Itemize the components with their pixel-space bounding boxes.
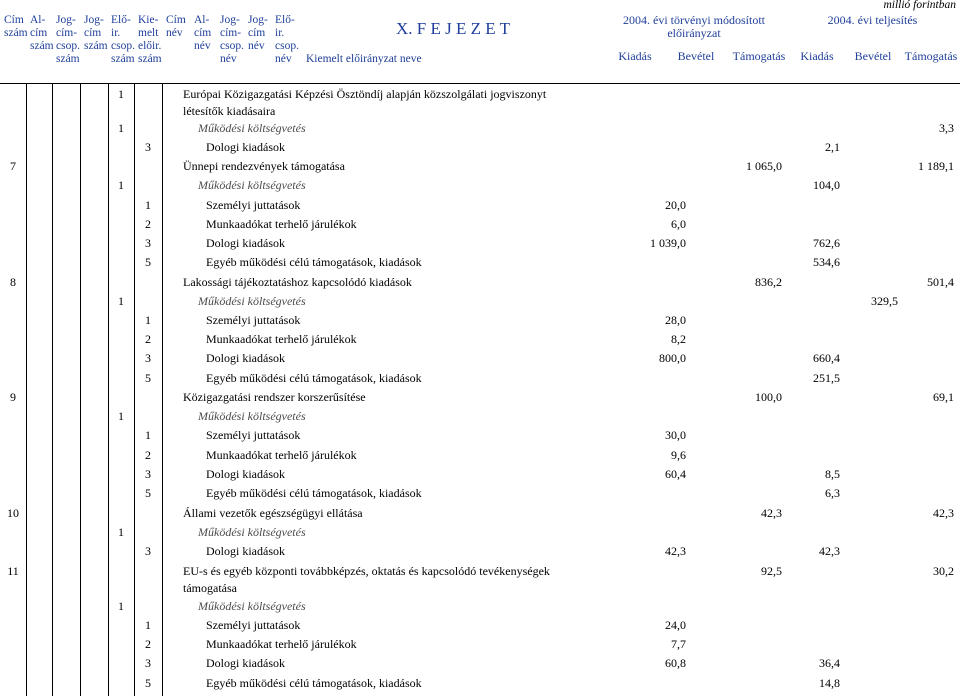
value-v4: 36,4 bbox=[819, 656, 840, 670]
value-v4: 8,5 bbox=[825, 467, 840, 481]
value-v1: 9,6 bbox=[671, 448, 686, 462]
eloir-csop-szam: 2 bbox=[145, 217, 151, 231]
value-v4: 660,4 bbox=[813, 351, 840, 365]
col-kiemelt-szam: Kie- melt előir. szám bbox=[138, 14, 162, 65]
col-jogcimcsop-szam: Jog- cím- csop. szám bbox=[56, 14, 80, 65]
col-jogcimcsop-nev: Jog- cím- csop. név bbox=[220, 14, 244, 65]
row-label: Személyi juttatások bbox=[206, 313, 301, 327]
row-label: Egyéb működési célú támogatások, kiadások bbox=[206, 676, 422, 690]
sub-tamogatas-1: Támogatás bbox=[732, 49, 786, 63]
value-v1: 800,0 bbox=[659, 351, 686, 365]
row-label: Munkaadókat terhelő járulékok bbox=[206, 637, 357, 651]
alcim-szam: 1 bbox=[118, 121, 124, 135]
value-v3: 100,0 bbox=[755, 390, 782, 404]
eloir-csop-szam: 1 bbox=[145, 313, 151, 327]
row-label: Működési költségvetés bbox=[198, 525, 306, 539]
eloir-csop-szam: 5 bbox=[145, 255, 151, 269]
value-v1: 6,0 bbox=[671, 217, 686, 231]
eloir-csop-szam: 5 bbox=[145, 676, 151, 690]
sub-bevetel-1: Bevétel bbox=[677, 49, 715, 63]
row-label: Működési költségvetés bbox=[198, 409, 306, 423]
row-label: Dologi kiadások bbox=[206, 544, 285, 558]
col-jogcim-nev: Jog- cím név bbox=[248, 14, 268, 52]
eloir-csop-szam: 3 bbox=[145, 656, 151, 670]
row-label: Működési költségvetés bbox=[198, 599, 306, 613]
value-v4: 534,6 bbox=[813, 255, 840, 269]
value-v3: 42,3 bbox=[761, 506, 782, 520]
value-v1: 28,0 bbox=[665, 313, 686, 327]
sub-tamogatas-2: Támogatás bbox=[904, 49, 958, 63]
alcim-szam: 1 bbox=[118, 525, 124, 539]
row-label: Munkaadókat terhelő járulékok bbox=[206, 332, 357, 346]
eloir-csop-szam: 1 bbox=[145, 618, 151, 632]
row-label: Közigazgatási rendszer korszerűsítése bbox=[183, 390, 366, 404]
sub-kiadas-1: Kiadás bbox=[618, 49, 652, 63]
eloir-csop-szam: 2 bbox=[145, 332, 151, 346]
group-header-teljesites: 2004. évi teljesítés bbox=[827, 13, 918, 27]
value-v4: 251,5 bbox=[813, 371, 840, 385]
value-v1: 60,4 bbox=[665, 467, 686, 481]
row-label: Munkaadókat terhelő járulékok bbox=[206, 448, 357, 462]
value-v1: 20,0 bbox=[665, 198, 686, 212]
row-label: létesítők kiadásaira bbox=[183, 104, 276, 118]
value-v1: 7,7 bbox=[671, 637, 686, 651]
cim-szam: 8 bbox=[10, 275, 16, 289]
row-label: Személyi juttatások bbox=[206, 618, 301, 632]
value-v4: 762,6 bbox=[813, 236, 840, 250]
col-alcim-nev: Al- cím név bbox=[194, 14, 212, 52]
value-v6: 501,4 bbox=[927, 275, 954, 289]
eloir-csop-szam: 2 bbox=[145, 637, 151, 651]
group-header-modositott: 2004. évi törvényi módosított előirányzat bbox=[623, 13, 765, 40]
table-top-border bbox=[0, 83, 960, 84]
row-label: Egyéb működési célú támogatások, kiadások bbox=[206, 255, 422, 269]
row-label: támogatása bbox=[183, 581, 237, 595]
alcim-szam: 1 bbox=[118, 409, 124, 423]
alcim-szam: 1 bbox=[118, 87, 124, 101]
chapter-title: X. F E J E Z E T bbox=[396, 19, 510, 38]
cim-szam: 11 bbox=[7, 564, 19, 578]
row-label: Működési költségvetés bbox=[198, 294, 306, 308]
eloir-csop-szam: 3 bbox=[145, 140, 151, 154]
value-v1: 8,2 bbox=[671, 332, 686, 346]
row-label: Ünnepi rendezvények támogatása bbox=[183, 159, 345, 173]
value-v6: 42,3 bbox=[933, 506, 954, 520]
value-v6: 30,2 bbox=[933, 564, 954, 578]
row-label: Munkaadókat terhelő járulékok bbox=[206, 217, 357, 231]
value-v4: 6,3 bbox=[825, 486, 840, 500]
row-label: Dologi kiadások bbox=[206, 351, 285, 365]
row-label: Európai Közigazgatási Képzési Ösztöndíj alapján közszolgálati jogviszonyt bbox=[183, 87, 547, 101]
value-v6: 69,1 bbox=[933, 390, 954, 404]
value-v1: 1 039,0 bbox=[650, 236, 686, 250]
value-v1: 24,0 bbox=[665, 618, 686, 632]
value-v6: 1 189,1 bbox=[918, 159, 954, 173]
col-cim-szam: Cím szám bbox=[4, 14, 28, 39]
eloir-csop-szam: 3 bbox=[145, 236, 151, 250]
row-label: Egyéb működési célú támogatások, kiadások bbox=[206, 486, 422, 500]
row-label: Dologi kiadások bbox=[206, 656, 285, 670]
value-v3: 836,2 bbox=[755, 275, 782, 289]
cim-szam: 7 bbox=[10, 159, 16, 173]
alcim-szam: 1 bbox=[118, 599, 124, 613]
unit-note: millió forintban bbox=[883, 0, 956, 11]
eloir-csop-szam: 3 bbox=[145, 351, 151, 365]
col-eloircsop-nev: Elő- ir. csop. név bbox=[275, 14, 299, 65]
eloir-csop-szam: 2 bbox=[145, 448, 151, 462]
kiemelt-label: Kiemelt előirányzat neve bbox=[306, 53, 422, 65]
value-v4: 14,8 bbox=[819, 676, 840, 690]
value-v1: 42,3 bbox=[665, 544, 686, 558]
row-label: Személyi juttatások bbox=[206, 198, 301, 212]
eloir-csop-szam: 1 bbox=[145, 428, 151, 442]
value-v1: 30,0 bbox=[665, 428, 686, 442]
value-v3: 1 065,0 bbox=[746, 159, 782, 173]
eloir-csop-szam: 1 bbox=[145, 198, 151, 212]
eloir-csop-szam: 5 bbox=[145, 486, 151, 500]
row-label: Egyéb működési célú támogatások, kiadások bbox=[206, 371, 422, 385]
alcim-szam: 1 bbox=[118, 294, 124, 308]
value-v4: 2,1 bbox=[825, 140, 840, 154]
row-label: Működési költségvetés bbox=[198, 121, 306, 135]
col-eloircsop-szam: Elő- ir. csop. szám bbox=[111, 14, 135, 65]
value-v3: 92,5 bbox=[761, 564, 782, 578]
sub-bevetel-2: Bevétel bbox=[854, 49, 892, 63]
col-cim-nev: Cím név bbox=[166, 14, 186, 39]
row-label: EU-s és egyéb központi továbbképzés, oktatás és kapcsolódó tevékenységek bbox=[183, 564, 550, 578]
row-label: Dologi kiadások bbox=[206, 140, 285, 154]
sub-kiadas-2: Kiadás bbox=[800, 49, 834, 63]
row-label: Lakossági tájékoztatáshoz kapcsolódó kiadások bbox=[183, 275, 412, 289]
cim-szam: 9 bbox=[10, 390, 16, 404]
row-label: Dologi kiadások bbox=[206, 236, 285, 250]
cim-szam: 10 bbox=[7, 506, 19, 520]
value-v1: 60,8 bbox=[665, 656, 686, 670]
eloir-csop-szam: 5 bbox=[145, 371, 151, 385]
col-alcim-szam: Al- cím szám bbox=[30, 14, 54, 52]
value-v6: 3,3 bbox=[939, 121, 954, 135]
value-v4: 104,0 bbox=[813, 178, 840, 192]
row-label: Működési költségvetés bbox=[198, 178, 306, 192]
row-label: Állami vezetők egészségügyi ellátása bbox=[183, 506, 363, 520]
col-jogcim-szam: Jog- cím szám bbox=[84, 14, 108, 52]
row-label: Dologi kiadások bbox=[206, 467, 285, 481]
value-v4: 42,3 bbox=[819, 544, 840, 558]
value-v5: 329,5 bbox=[871, 294, 898, 308]
row-label: Személyi juttatások bbox=[206, 428, 301, 442]
alcim-szam: 1 bbox=[118, 178, 124, 192]
eloir-csop-szam: 3 bbox=[145, 467, 151, 481]
eloir-csop-szam: 3 bbox=[145, 544, 151, 558]
